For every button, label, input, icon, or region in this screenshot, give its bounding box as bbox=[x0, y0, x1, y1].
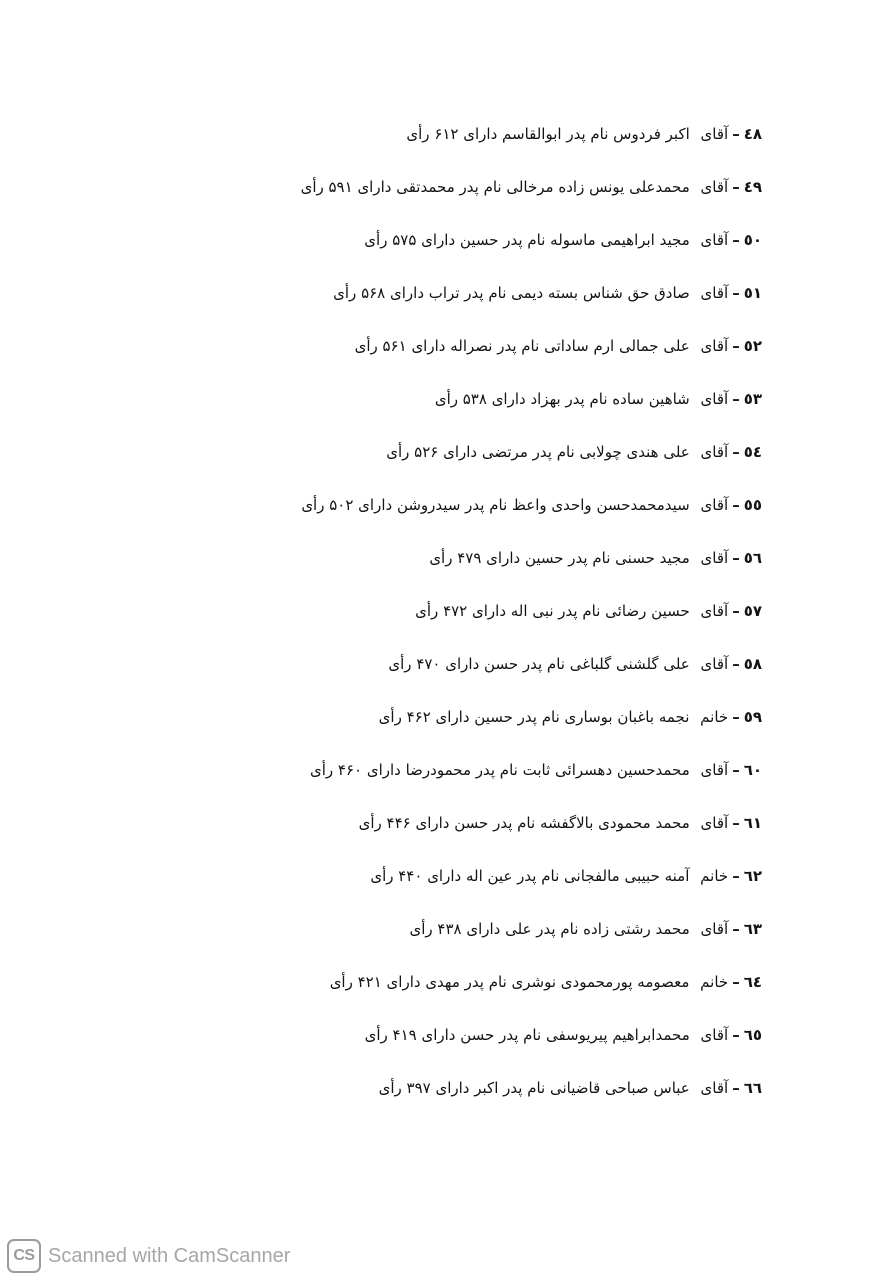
entry-text: عباس صباحی قاضیانی نام پدر اکبر دارای ۳۹۷ رأی bbox=[378, 1079, 690, 1097]
entry-text: معصومه پورمحمودی نوشری نام پدر مهدی دارای ۴۲۱ رأی bbox=[329, 973, 690, 991]
entry-honorific: آقای bbox=[700, 231, 729, 249]
entry-dash: – bbox=[732, 231, 740, 249]
list-item bbox=[122, 437, 762, 490]
entry-text: محمدابراهیم پیریوسفی نام پدر حسن دارای ۴۱۹ رأی bbox=[364, 1026, 690, 1044]
entry-number: ٦٣ bbox=[743, 920, 762, 938]
list-item bbox=[122, 490, 762, 543]
list-item bbox=[122, 596, 762, 649]
entry-honorific: آقای bbox=[700, 761, 729, 779]
camscanner-logo-icon bbox=[7, 1239, 41, 1273]
entry-honorific: آقای bbox=[700, 920, 729, 938]
entry-text: محمد محمودی بالاگفشه نام پدر حسن دارای ۴۴۶ رأی bbox=[358, 814, 690, 832]
list-item bbox=[122, 967, 762, 1020]
entry-text: اکبر فردوس نام پدر ابوالقاسم دارای ۶۱۲ رأی bbox=[406, 125, 690, 143]
entry-number: ٥٤ bbox=[743, 443, 762, 461]
entry-honorific: آقای bbox=[700, 337, 729, 355]
entry-dash: – bbox=[732, 1079, 740, 1097]
list-item bbox=[122, 914, 762, 967]
entry-text: علی گلشنی گلباغی نام پدر حسن دارای ۴۷۰ رأی bbox=[388, 655, 690, 673]
entry-honorific: آقای bbox=[700, 549, 729, 567]
list-item bbox=[122, 172, 762, 225]
entry-dash: – bbox=[732, 655, 740, 673]
entry-text: مجید حسنی نام پدر حسین دارای ۴۷۹ رأی bbox=[429, 549, 690, 567]
entry-text: آمنه حبیبی مالفجانی نام پدر عین اله دارای ۴۴۰ رأی bbox=[370, 867, 690, 885]
entry-number: ٦١ bbox=[743, 814, 762, 832]
entry-text: مجید ابراهیمی ماسوله نام پدر حسین دارای ۵۷۵ رأی bbox=[364, 231, 690, 249]
entry-honorific: آقای bbox=[700, 814, 729, 832]
entry-text: سیدمحمدحسن واحدی واعظ نام پدر سیدروشن دارای ۵۰۲ رأی bbox=[301, 496, 690, 514]
entry-number: ٤٨ bbox=[743, 125, 762, 143]
list-item bbox=[122, 649, 762, 702]
entry-number: ٥٣ bbox=[743, 390, 762, 408]
list-item bbox=[122, 755, 762, 808]
entry-honorific: آقای bbox=[700, 602, 729, 620]
list-item bbox=[122, 702, 762, 755]
entry-text: شاهین ساده نام پدر بهزاد دارای ۵۳۸ رأی bbox=[434, 390, 690, 408]
list-item bbox=[122, 808, 762, 861]
entry-dash: – bbox=[732, 125, 740, 143]
entry-dash: – bbox=[732, 337, 740, 355]
entry-text: نجمه باغبان بوساری نام پدر حسین دارای ۴۶۲ رأی bbox=[378, 708, 690, 726]
entry-dash: – bbox=[732, 390, 740, 408]
entry-honorific: آقای bbox=[700, 284, 729, 302]
entry-honorific: خانم bbox=[700, 973, 729, 991]
entry-honorific: آقای bbox=[700, 125, 729, 143]
entry-number: ٥٩ bbox=[743, 708, 762, 726]
entry-honorific: آقای bbox=[700, 655, 729, 673]
list-item bbox=[122, 331, 762, 384]
entry-dash: – bbox=[732, 973, 740, 991]
entry-number: ٦٤ bbox=[743, 973, 762, 991]
entry-text: محمد رشتی زاده نام پدر علی دارای ۴۳۸ رأی bbox=[409, 920, 690, 938]
list-item bbox=[122, 1073, 762, 1126]
entry-number: ٥٥ bbox=[743, 496, 762, 514]
entry-dash: – bbox=[732, 496, 740, 514]
entry-text: محمدعلی یونس زاده مرخالی نام پدر محمدتقی دارای ۵۹۱ رأی bbox=[300, 178, 690, 196]
entry-number: ٥٠ bbox=[743, 231, 762, 249]
list-item bbox=[122, 119, 762, 172]
entry-text: محمدحسین دهسرائی ثابت نام پدر محمودرضا دارای ۴۶۰ رأی bbox=[309, 761, 690, 779]
entry-text: حسین رضائی نام پدر نبی اله دارای ۴۷۲ رأی bbox=[415, 602, 690, 620]
entry-number: ٥٦ bbox=[743, 549, 762, 567]
camscanner-logo-text: CS bbox=[13, 1247, 35, 1264]
entry-honorific: آقای bbox=[700, 1026, 729, 1044]
entry-dash: – bbox=[732, 920, 740, 938]
entry-number: ٦٠ bbox=[743, 761, 762, 779]
entry-number: ٥٧ bbox=[743, 602, 762, 620]
list-item bbox=[122, 543, 762, 596]
list-item bbox=[122, 384, 762, 437]
entry-honorific: خانم bbox=[700, 708, 729, 726]
watermark-text: Scanned with CamScanner bbox=[48, 1244, 291, 1267]
entry-text: علی جمالی ارم ساداتی نام پدر نصراله دارای ۵۶۱ رأی bbox=[354, 337, 690, 355]
entry-text: صادق حق شناس بسته دیمی نام پدر تراب دارای ۵۶۸ رأی bbox=[333, 284, 690, 302]
entry-number: ٦٥ bbox=[743, 1026, 762, 1044]
entry-number: ٥٨ bbox=[743, 655, 762, 673]
entry-dash: – bbox=[732, 178, 740, 196]
entry-dash: – bbox=[732, 1026, 740, 1044]
entry-honorific: آقای bbox=[700, 496, 729, 514]
list-item bbox=[122, 225, 762, 278]
entry-number: ٦٦ bbox=[743, 1079, 762, 1097]
entry-dash: – bbox=[732, 708, 740, 726]
entry-number: ٥١ bbox=[743, 284, 762, 302]
entry-dash: – bbox=[732, 867, 740, 885]
list-item bbox=[122, 861, 762, 914]
entry-number: ٤٩ bbox=[743, 178, 762, 196]
list-item bbox=[122, 1020, 762, 1073]
entry-honorific: آقای bbox=[700, 1079, 729, 1097]
entry-dash: – bbox=[732, 761, 740, 779]
entry-honorific: خانم bbox=[700, 867, 729, 885]
entry-number: ٦٢ bbox=[743, 867, 762, 885]
list-item bbox=[122, 278, 762, 331]
camscanner-watermark bbox=[7, 1238, 290, 1274]
entry-honorific: آقای bbox=[700, 178, 729, 196]
entry-dash: – bbox=[732, 602, 740, 620]
entry-dash: – bbox=[732, 549, 740, 567]
entry-number: ٥٢ bbox=[743, 337, 762, 355]
entry-dash: – bbox=[732, 284, 740, 302]
entry-honorific: آقای bbox=[700, 390, 729, 408]
entry-dash: – bbox=[732, 814, 740, 832]
entry-dash: – bbox=[732, 443, 740, 461]
entry-honorific: آقای bbox=[700, 443, 729, 461]
candidate-list bbox=[122, 119, 762, 1126]
entry-text: علی هندی چولابی نام پدر مرتضی دارای ۵۲۶ رأی bbox=[386, 443, 690, 461]
